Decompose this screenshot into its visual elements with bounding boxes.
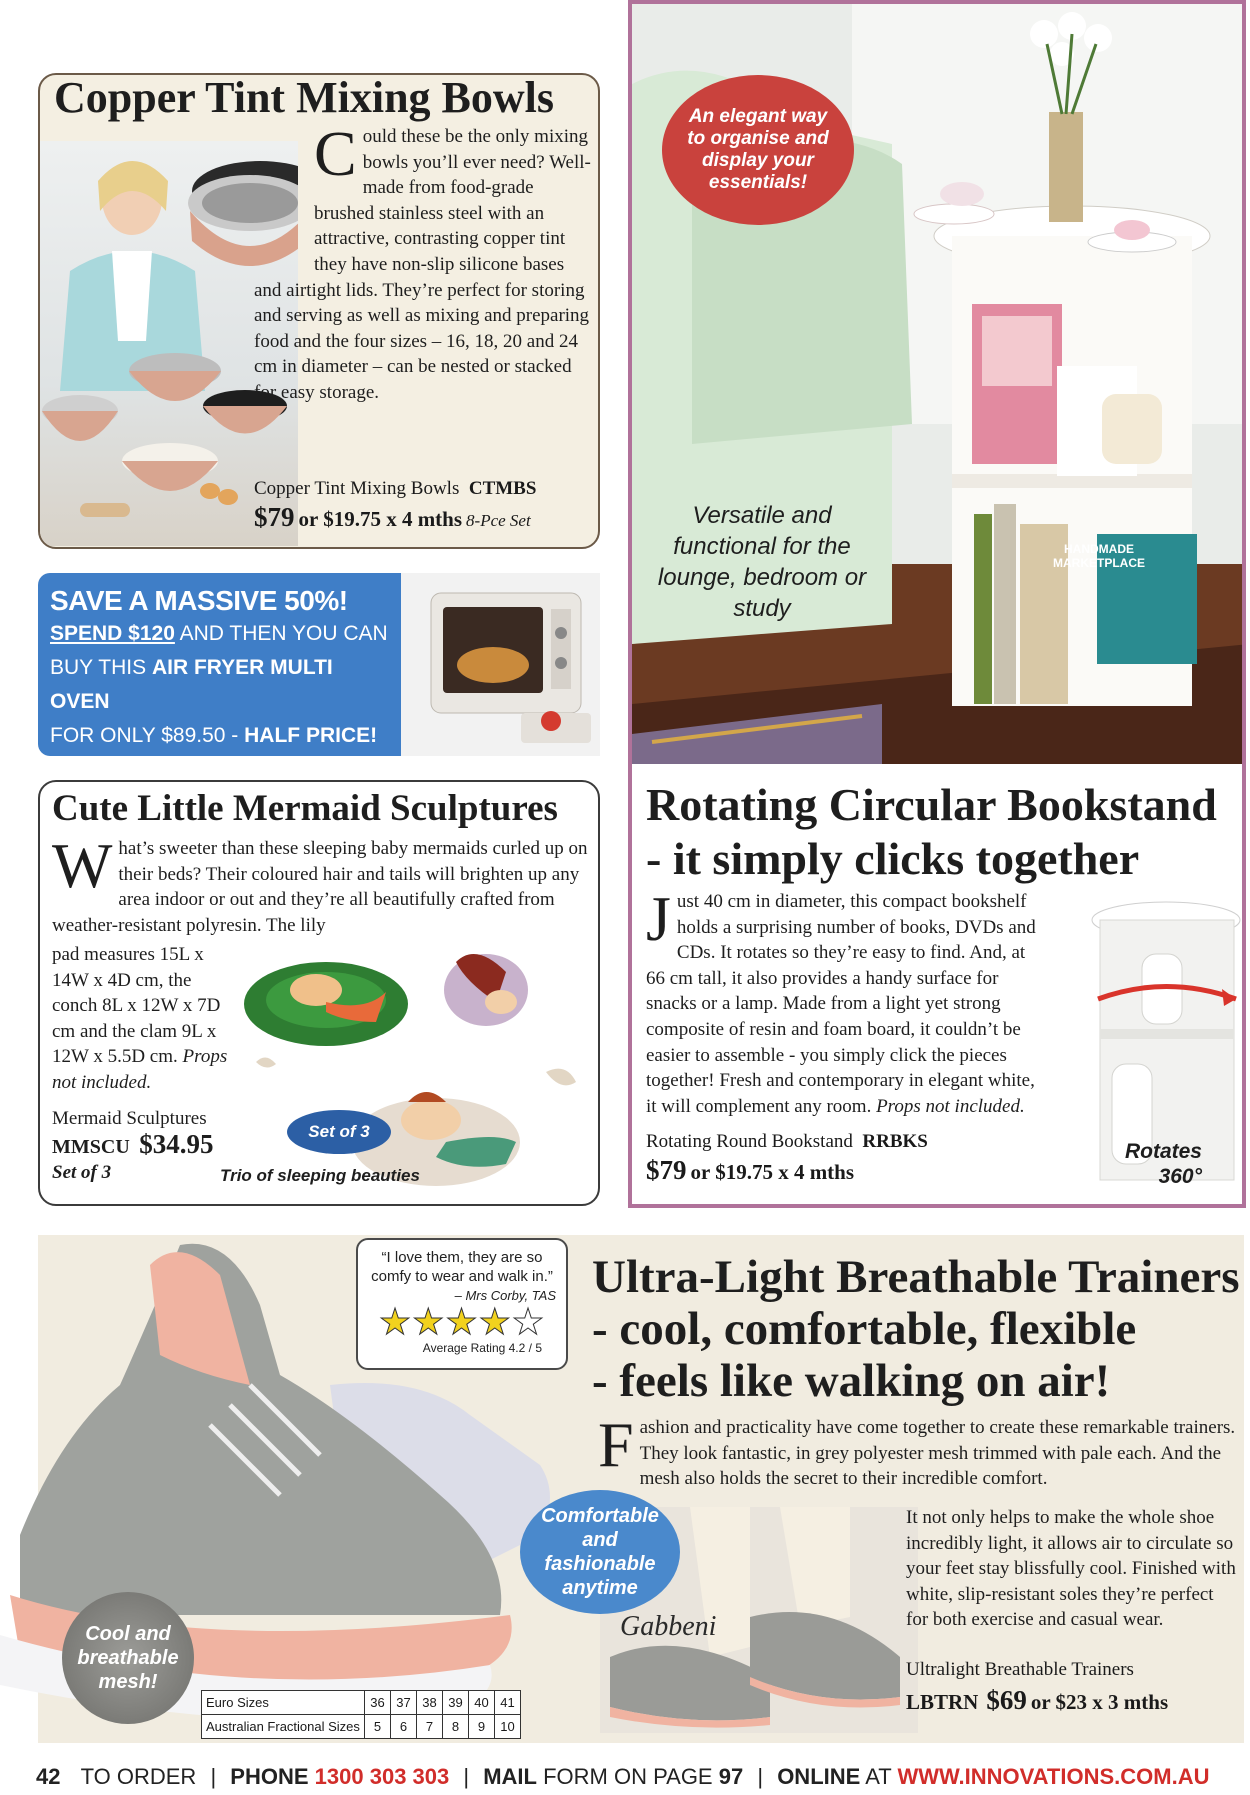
bowls-title: Copper Tint Mixing Bowls	[54, 73, 555, 122]
mermaid-body-col-wrap	[52, 942, 230, 1096]
size-table	[201, 1690, 521, 1739]
promo-headline: SAVE A MASSIVE 50%!	[50, 585, 348, 616]
footer-online-text: AT	[865, 1764, 892, 1789]
mermaid-order	[52, 1106, 232, 1186]
mermaid-set: Set of 3	[52, 1162, 112, 1184]
mermaid-sku-code: MMSCU	[52, 1135, 130, 1158]
bookstand-dropcap: J	[646, 883, 671, 954]
bookstand-bubble: An elegant way to organise and display your essentials!	[662, 75, 854, 225]
bowls-set: 8-Pce Set	[466, 511, 531, 530]
mermaid-body-wrap	[52, 830, 592, 938]
bowls-dropcap: C	[314, 118, 357, 189]
bowls-installments: or $19.75 x 4 mths	[298, 507, 463, 531]
bookstand-title-line1: Rotating Circular Bookstand	[646, 779, 1217, 830]
bookstand-props: Props not included.	[876, 1095, 1025, 1117]
bookstand-body-wrap	[646, 883, 1046, 1119]
mermaid-price: $34.95	[139, 1128, 214, 1159]
promo-line-4: FOR ONLY $89.50 - HALF PRICE!	[50, 724, 378, 747]
trainers-body-col: It not only helps to make the whole shoe incredibly light, it allows air to circulate so your feet stay blissfully cool. Finished with white, slip-resistant soles they’re perfect for both exercise and casual wear.	[906, 1507, 1236, 1631]
mermaid-body-top: hat’s sweeter than these sleeping baby mermaids curled up on their beds? Their coloured hair and tails will brighten up any area indoor or out and they’re all beautifully crafted from weather-resistant polyresin. The lily	[52, 838, 588, 936]
bookstand-title	[646, 778, 1217, 886]
size-cell: 9	[469, 1715, 495, 1739]
bookstand-title-line2: - it simply clicks together	[646, 833, 1140, 884]
size-cell: 38	[417, 1691, 443, 1715]
trainers-body-top: ashion and practicality have come together to create these remarkable trainers. They look fantastic, in grey polyester mesh trimmed with pale each. And the mesh also holds the secret to their incredible comfort.	[639, 1417, 1236, 1490]
size-row-euro	[202, 1691, 521, 1715]
bookstand-price: $79	[646, 1155, 687, 1185]
trainers-sku-code: LBTRN	[906, 1690, 979, 1714]
size-cell: 37	[391, 1691, 417, 1715]
size-cell: 41	[495, 1691, 521, 1715]
size-row-label: Australian Fractional Sizes	[202, 1715, 365, 1739]
mermaid-body-col: pad measures 15L x 14W x 4D cm, the conch 8L x 12W x 7D cm and the clam 9L x 12W x 5.5D cm.	[52, 944, 221, 1068]
trainers-brand: Gabbeni	[620, 1611, 717, 1642]
review-quote: “I love them, they are so comfy to wear and walk in.”	[371, 1249, 553, 1285]
rating-stars-icon: ★★★★★	[378, 1301, 546, 1342]
promo-line-3: BUY THIS AIR FRYER MULTI OVEN	[50, 656, 333, 713]
footer-mail-label: MAIL	[483, 1764, 537, 1789]
footer-online-label: ONLINE	[777, 1764, 861, 1789]
trainers-title	[592, 1251, 1240, 1407]
footer-divider: |	[757, 1764, 764, 1789]
review-author: – Mrs Corby, TAS	[454, 1288, 556, 1303]
trainers-body-wrap	[598, 1409, 1238, 1492]
footer-to-order: TO ORDER	[80, 1764, 197, 1789]
air-fryer-illustration	[401, 573, 600, 756]
bowls-sku-name: Copper Tint Mixing Bowls	[254, 478, 460, 499]
footer-phone-link[interactable]: 1300 303 303	[314, 1764, 450, 1789]
bookstand-sku-code: RRBKS	[862, 1131, 928, 1152]
trainers-installments: or $23 x 3 mths	[1030, 1690, 1169, 1714]
bookstand-body: ust 40 cm in diameter, this compact bookshelf holds a surprising number of books, DVDs and CDs. It rotates so they’re easy to find. And, at 66 cm tall, it also provides a handy surface for snacks or a lamp. Made from a light yet strong composite of resin and foam board, it couldn’t be easier to assemble - you simply click the pieces together! Fresh and contemporary in elegant white, it will complement any room.	[646, 891, 1036, 1117]
footer-phone-label: PHONE	[230, 1764, 309, 1789]
mermaid-dropcap: W	[52, 830, 113, 901]
size-cell: 7	[417, 1715, 443, 1739]
trainers-bubble-mesh: Cool and breathable mesh!	[62, 1592, 194, 1724]
footer	[36, 1764, 1209, 1790]
mermaid-set-badge: Set of 3	[287, 1110, 391, 1154]
bookstand-photo-caption: Versatile and functional for the lounge, bedroom or study	[657, 502, 867, 622]
size-cell: 40	[469, 1691, 495, 1715]
mermaid-title: Cute Little Mermaid Sculptures	[52, 788, 558, 829]
bowls-order	[254, 478, 594, 533]
footer-divider: |	[463, 1764, 470, 1789]
footer-url-link[interactable]: WWW.INNOVATIONS.COM.AU	[897, 1764, 1210, 1789]
bookstand-book-label: HANDMADE MARKETPLACE	[1053, 542, 1145, 570]
bowls-sku-code: CTMBS	[468, 478, 537, 499]
promo-banner[interactable]	[38, 573, 401, 775]
promo-line-5: TURN TO THE BACK COVER FOR DETAILS	[50, 758, 380, 775]
mermaid-caption: Trio of sleeping beauties	[220, 1166, 420, 1185]
review-card	[356, 1238, 568, 1370]
mermaid-photo	[236, 942, 600, 1204]
bowls-body-wrap	[254, 118, 592, 406]
trainers-bubble-blue: Comfortable and fashionable anytime	[520, 1490, 680, 1614]
air-fryer-photo	[401, 573, 600, 756]
bookstand-rotates: Rotates 360°	[1124, 1140, 1202, 1188]
review-rating-text: Average Rating 4.2 / 5	[422, 1341, 542, 1355]
footer-divider: |	[210, 1764, 217, 1789]
promo-line-2: SPEND $120 AND THEN YOU CAN	[50, 622, 388, 645]
size-cell: 5	[365, 1715, 391, 1739]
trainers-title-line1: Ultra-Light Breathable Trainers	[592, 1251, 1240, 1303]
trainers-price: $69	[986, 1685, 1027, 1715]
size-cell: 6	[391, 1715, 417, 1739]
trainers-order	[906, 1659, 1236, 1716]
size-row-australian	[202, 1715, 521, 1739]
trainers-panel	[38, 1235, 1244, 1743]
bowls-panel	[38, 73, 600, 549]
mermaid-sku-name: Mermaid Sculptures	[52, 1108, 207, 1129]
bowls-price: $79	[254, 502, 295, 532]
trainers-sku-name: Ultralight Breathable Trainers	[906, 1659, 1134, 1680]
bookstand-installments: or $19.75 x 4 mths	[690, 1160, 855, 1184]
size-cell: 36	[365, 1691, 391, 1715]
trainers-title-line3: - feels like walking on air!	[592, 1355, 1111, 1407]
trainers-title-line2: - cool, comfortable, flexible	[592, 1303, 1137, 1355]
footer-mail-text: FORM ON PAGE	[543, 1764, 713, 1789]
bowls-body: ould these be the only mixing bowls you’ll ever need? Well-made from food-grade brushed stainless steel with an attractive, contrasting copper tint they have non-slip silicone bases and airtight lids. They’re perfect for storing and serving as well as mixing and preparing food and the four sizes – 16, 18, 20 and 24 cm in diameter – can be nested or stacked for easy storage.	[254, 126, 591, 403]
size-row-label: Euro Sizes	[202, 1691, 365, 1715]
mermaid-illustration	[236, 942, 600, 1204]
size-cell: 39	[443, 1691, 469, 1715]
page-number: 42	[36, 1764, 61, 1789]
bookstand-order	[646, 1131, 1046, 1186]
trainers-dropcap: F	[598, 1409, 634, 1480]
size-cell: 10	[495, 1715, 521, 1739]
mermaid-props: Props not included.	[52, 1046, 228, 1093]
size-cell: 8	[443, 1715, 469, 1739]
footer-mail-page: 97	[718, 1764, 744, 1789]
bookstand-sku-name: Rotating Round Bookstand	[646, 1131, 853, 1152]
